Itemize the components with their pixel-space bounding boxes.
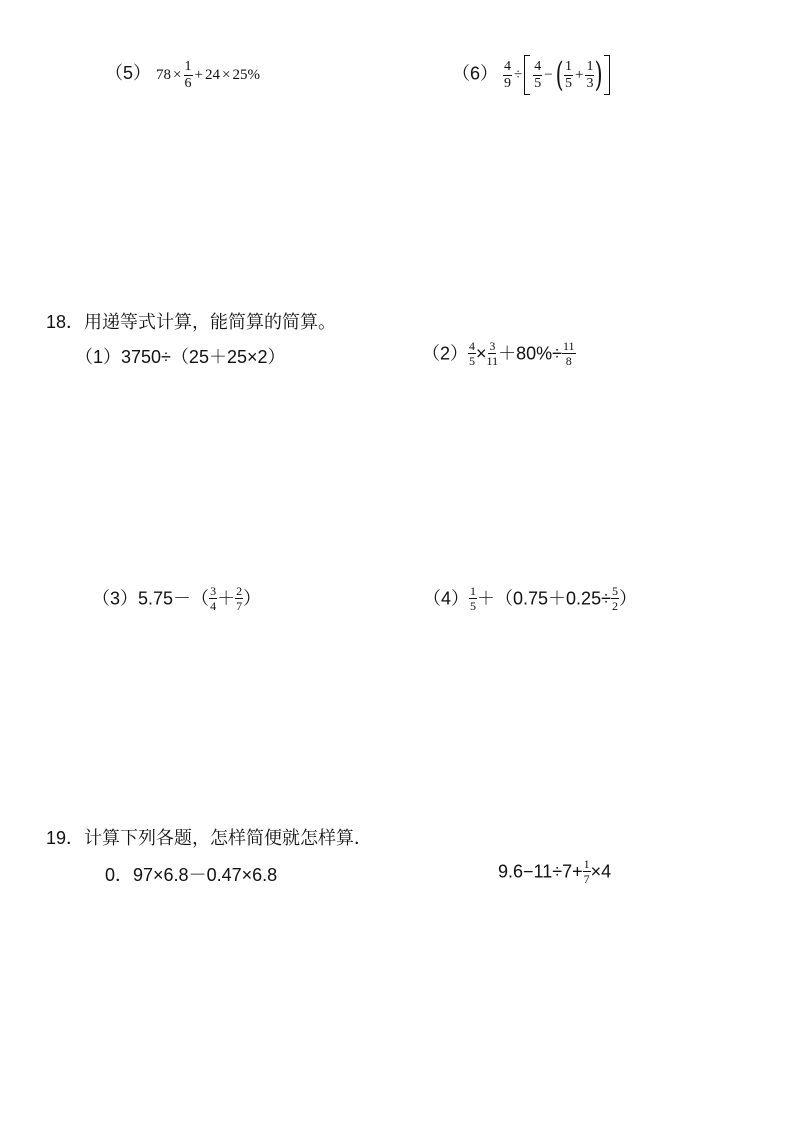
problem-18-1 — [75, 345, 286, 369]
problem-5-label: （5） — [105, 62, 152, 83]
problem-5-expression: 78 × $\frac{1}{6}$ + 24 × 25% — [156, 59, 260, 91]
fraction: $\frac{1}{3}$ — [586, 58, 594, 91]
fraction: $\frac{3}{11}$ — [486, 339, 499, 368]
left-parenthesis: ( — [555, 55, 564, 95]
right-square-bracket — [604, 55, 610, 95]
fraction: $\frac{4}{5}$ — [534, 58, 542, 91]
right-parenthesis: ) — [595, 55, 604, 95]
fraction: $\frac{1}{6}$ — [184, 59, 192, 91]
section-19-title: 19．计算下列各题，怎样简便就怎样算． — [46, 828, 373, 848]
problem-label: （4） — [423, 588, 470, 609]
problem-19-2: 9.6−11÷7+ $\frac{1}{7}$ ×4 — [498, 857, 612, 886]
problem-label: （2） — [422, 343, 469, 364]
fraction: $\frac{11}{8}$ — [563, 339, 575, 368]
problem-18-3: （3）5.75－（ $\frac{3}{4}$ ＋ $\frac{2}{7}$ ） — [92, 584, 262, 613]
expression: 3750÷（25＋25×2） — [121, 347, 286, 367]
fraction: $\frac{2}{7}$ — [236, 584, 243, 613]
section-18-title: 18．用递等式计算，能简算的简算。 — [46, 312, 337, 332]
problem-5 — [105, 60, 260, 91]
fraction: $\frac{3}{4}$ — [210, 584, 217, 613]
fraction: $\frac{4}{5}$ — [469, 339, 476, 368]
problem-label: （1） — [75, 347, 122, 367]
problem-18-4: （4） $\frac{1}{5}$ ＋（0.75＋0.25÷ $\frac{5}{2}$ ） — [423, 584, 637, 613]
problem-18-2: （2） $\frac{4}{5}$ × $\frac{3}{11}$ ＋80%÷ $\frac{11}{8}$ — [422, 339, 575, 368]
fraction: $\frac{1}{5}$ — [565, 58, 572, 91]
fraction: $\frac{4}{9}$ — [504, 58, 512, 91]
problem-6-expression: $\frac{4}{9}$ ÷ $\frac{4}{5}$ −( $\frac{1}{5}$ + $\frac{1}{3}$ ) — [503, 66, 610, 82]
expression: 0．97×6.8－0.47×6.8 — [105, 865, 278, 885]
problem-6 — [452, 55, 610, 95]
fraction: $\frac{1}{5}$ — [470, 584, 477, 613]
problem-label: （3） — [92, 588, 139, 609]
problem-6-label: （6） — [452, 63, 499, 84]
fraction: $\frac{1}{7}$ — [583, 857, 590, 886]
left-square-bracket — [524, 55, 530, 95]
fraction: $\frac{5}{2}$ — [611, 584, 618, 613]
problem-19-1 — [105, 863, 277, 887]
